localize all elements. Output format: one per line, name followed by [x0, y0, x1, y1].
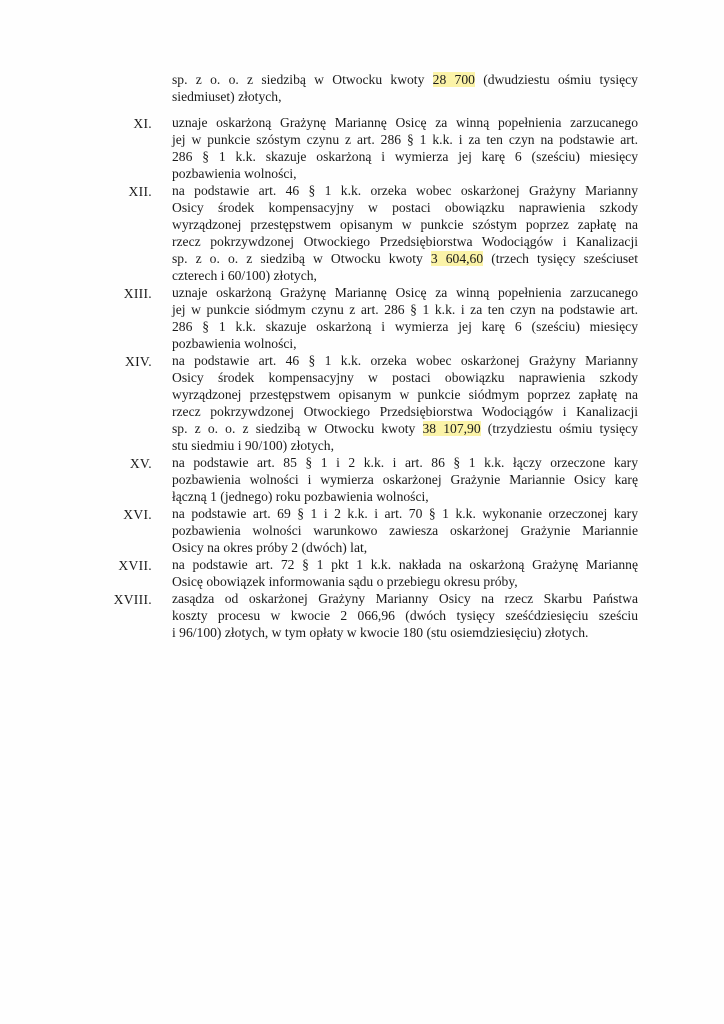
item-number: XV. — [129, 456, 152, 471]
item-number: XIII. — [123, 286, 152, 301]
text-line: sp. z o. o. z siedzibą w Otwocku kwoty 38 107,90 (trzydziestu ośmiu tysięcy — [172, 420, 639, 436]
text-line: uznaje oskarżoną Grażynę Mariannę Osicę za winną popełnienia zarzucanego — [172, 115, 638, 130]
item-text — [172, 557, 638, 591]
highlighted-amount: 28 700 — [432, 72, 475, 87]
text-line: wyrządzonej przestępstwem opisanym w punkcie siódmym poprzez zapłatę na — [172, 386, 638, 402]
item-number: XVIII. — [113, 592, 152, 607]
item-text — [172, 285, 638, 353]
highlighted-amount: 38 107,90 — [422, 420, 481, 436]
text-line: pozbawienia wolności, — [172, 335, 297, 351]
text-line: 286 § 1 k.k. skazuje oskarżoną i wymierza jej karę 6 (sześciu) miesięcy — [172, 318, 638, 334]
highlighted-amount: 3 604,60 — [430, 250, 484, 266]
text-line: na podstawie art. 46 § 1 k.k. orzeka wobec oskarżonej Grażyny Marianny — [172, 353, 638, 368]
text-line: Osicy środek kompensacyjny w postaci obowiązku naprawienia szkody — [172, 199, 638, 215]
text-line: siedmiuset) złotych, — [172, 88, 282, 104]
text-line: czterech i 60/100) złotych, — [172, 267, 317, 283]
text-line: na podstawie art. 69 § 1 i 2 k.k. i art. 70 § 1 k.k. wykonanie orzeczonej kary — [172, 506, 638, 521]
text-line: sp. z o. o. z siedzibą w Otwocku kwoty 3 604,60 (trzech tysięcy sześciuset — [172, 250, 638, 266]
text-line: koszty procesu w kwocie 2 066,96 (dwóch tysięcy sześćdziesięciu sześciu — [172, 607, 638, 623]
item-text — [172, 183, 638, 284]
text-line: i 96/100) złotych, w tym opłaty w kwocie 180 (stu osiemdziesięciu) złotych. — [172, 624, 589, 640]
text-line: zasądza od oskarżonej Grażyny Marianny Osicy na rzecz Skarbu Państwa — [172, 591, 638, 606]
text-line: uznaje oskarżoną Grażynę Mariannę Osicę za winną popełnienia zarzucanego — [172, 285, 638, 300]
text-line: rzecz pokrzywdzonej Otwockiego Przedsiębiorstwa Wodociągów i Kanalizacji — [172, 403, 638, 419]
item-text — [172, 506, 638, 557]
text-line: pozbawienia wolności warunkowo zawiesza oskarżonej Grażynie Mariannie — [172, 522, 638, 538]
text-line: wyrządzonej przestępstwem opisanym w punkcie szóstym poprzez zapłatę na — [172, 216, 638, 232]
item-number: XVI. — [123, 507, 152, 522]
text-line: pozbawienia wolności, — [172, 165, 297, 181]
text-line: 286 § 1 k.k. skazuje oskarżoną i wymierza jej karę 6 (sześciu) miesięcy — [172, 148, 638, 164]
text-line: na podstawie art. 46 § 1 k.k. orzeka wobec oskarżonej Grażyny Marianny — [172, 183, 638, 198]
text-line: pozbawienia wolności i wymierza oskarżonej Grażynie Mariannie Osicy karę — [172, 471, 638, 487]
text-line: sp. z o. o. z siedzibą w Otwocku kwoty 28 700 (dwudziestu ośmiu tysięcy — [172, 72, 638, 87]
text-line: jej w punkcie szóstym czynu z art. 286 § 1 k.k. i za ten czyn na podstawie art. — [172, 131, 638, 147]
text-line: Osicy środek kompensacyjny w postaci obowiązku naprawienia szkody — [172, 369, 638, 385]
text-line: jej w punkcie siódmym czynu z art. 286 § 1 k.k. i za ten czyn na podstawie art. — [172, 301, 638, 317]
text-line: łączną 1 (jednego) roku pozbawienia wolności, — [172, 488, 429, 504]
item-number: XII. — [128, 184, 152, 199]
text-line: na podstawie art. 72 § 1 pkt 1 k.k. nakłada na oskarżoną Grażynę Mariannę — [172, 557, 638, 572]
text-line: Osicę obowiązek informowania sądu o przebiegu okresu próby, — [172, 573, 518, 589]
item-text — [172, 591, 638, 642]
text-line: na podstawie art. 85 § 1 i 2 k.k. i art. 86 § 1 k.k. łączy orzeczone kary — [172, 455, 638, 470]
item-text — [172, 115, 638, 183]
item-text — [172, 455, 638, 506]
item-number: XVII. — [118, 558, 152, 573]
item-text — [172, 353, 638, 454]
text-line: stu siedmiu i 90/100) złotych, — [172, 437, 334, 453]
item-number: XI. — [133, 116, 152, 131]
item-number: XIV. — [124, 354, 152, 369]
continuation-paragraph — [172, 72, 638, 106]
text-line: Osicy na okres próby 2 (dwóch) lat, — [172, 539, 368, 555]
text-line: rzecz pokrzywdzonej Otwockiego Przedsiębiorstwa Wodociągów i Kanalizacji — [172, 233, 638, 249]
